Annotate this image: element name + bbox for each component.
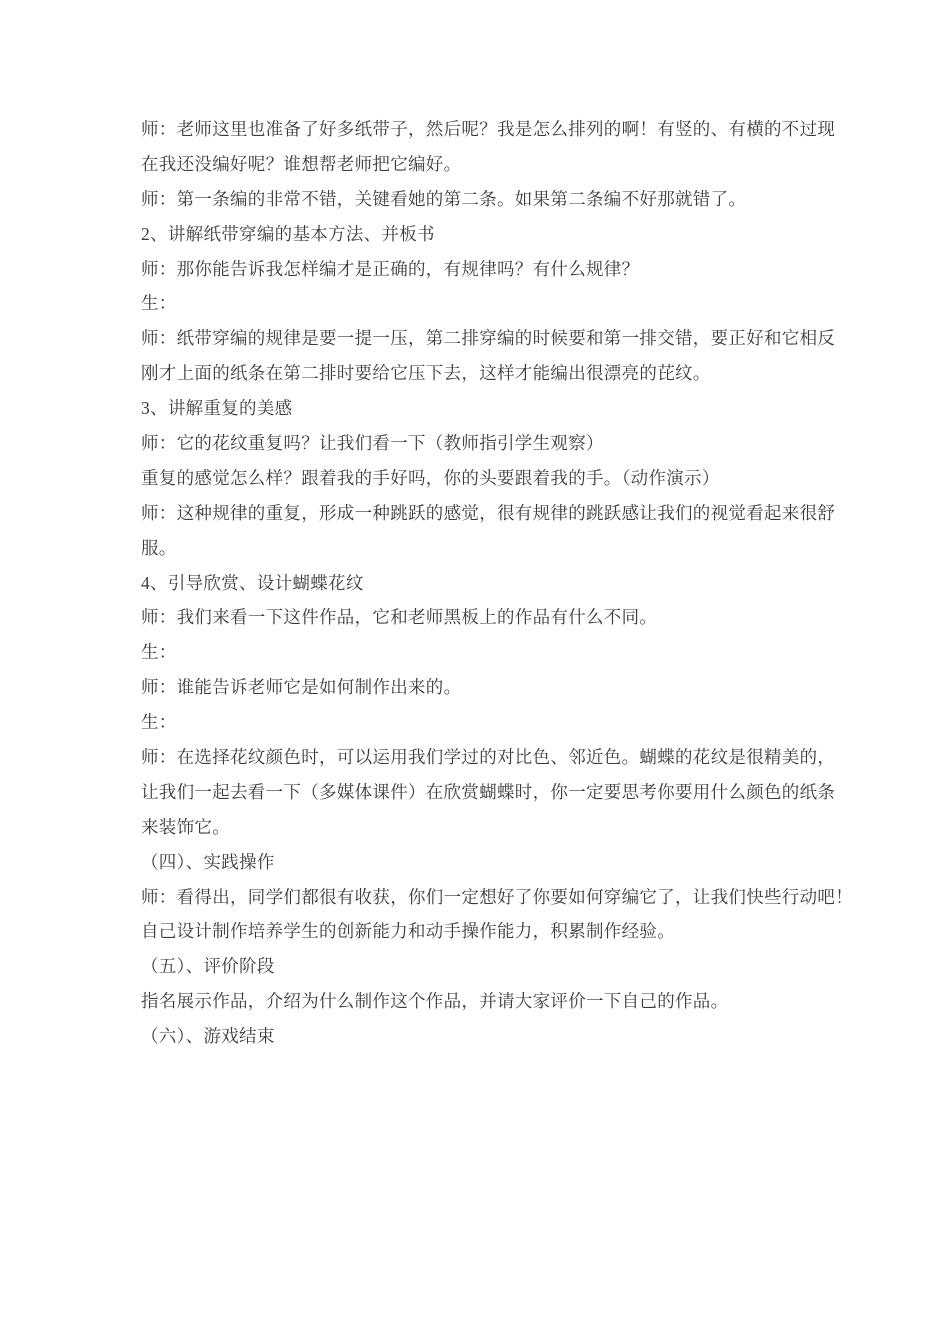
text-line: 生： bbox=[141, 293, 177, 314]
text-line: 生： bbox=[141, 712, 177, 733]
text-line: 师：它的花纹重复吗？让我们看一下（教师指引学生观察） bbox=[141, 433, 604, 454]
text-line: 3、讲解重复的美感 bbox=[141, 398, 293, 419]
text-line: 师：第一条编的非常不错，关键看她的第二条。如果第二条编不好那就错了。 bbox=[141, 188, 747, 209]
text-line: 在我还没编好呢？谁想帮老师把它编好。 bbox=[141, 153, 462, 174]
text-line: 指名展示作品，介绍为什么制作这个作品，并请大家评价一下自己的作品。 bbox=[141, 991, 729, 1012]
text-line: 师：纸带穿编的规律是要一提一压，第二排穿编的时候要和第一排交错，要正好和它相反 bbox=[141, 328, 836, 349]
text-line: 师：谁能告诉老师它是如何制作出来的。 bbox=[141, 677, 462, 698]
text-line: 师：看得出，同学们都很有收获，你们一定想好了你要如何穿编它了，让我们快些行动吧！ bbox=[141, 886, 853, 907]
document-body bbox=[141, 112, 853, 1054]
text-line: 让我们一起去看一下（多媒体课件）在欣赏蝴蝶时，你一定要思考你要用什么颜色的纸条 bbox=[141, 781, 836, 802]
text-line: 师：这种规律的重复，形成一种跳跃的感觉，很有规律的跳跃感让我们的视觉看起来很舒 bbox=[141, 502, 836, 523]
text-line: （四）、实践操作 bbox=[141, 851, 275, 872]
text-line: 自己设计制作培养学生的创新能力和动手操作能力，积累制作经验。 bbox=[141, 921, 675, 942]
text-line: 来装饰它。 bbox=[141, 816, 230, 837]
text-line: 师：那你能告诉我怎样编才是正确的，有规律吗？有什么规律？ bbox=[141, 258, 640, 279]
text-line: 生： bbox=[141, 642, 177, 663]
text-line: （五）、评价阶段 bbox=[141, 956, 275, 977]
text-line: 刚才上面的纸条在第二排时要给它压下去，这样才能编出很漂亮的芘纹。 bbox=[141, 363, 711, 384]
text-line: 师：在选择花纹颜色时，可以运用我们学过的对比色、邻近色。蝴蝶的花纹是很精美的， bbox=[141, 747, 836, 768]
text-line: 2、讲解纸带穿编的基本方法、并板书 bbox=[141, 223, 435, 244]
text-line: 服。 bbox=[141, 537, 177, 558]
text-line: 师：我们来看一下这件作品，它和老师黑板上的作品有什么不同。 bbox=[141, 607, 658, 628]
text-line: 师：老师这里也准备了好多纸带子，然后呢？我是怎么排列的啊！有竖的、有横的不过现 bbox=[141, 119, 836, 139]
text-line: 4、引导欣赏、设计蝴蝶花纹 bbox=[141, 572, 364, 593]
text-line: （六）、游戏结束 bbox=[141, 1026, 275, 1047]
text-line: 重复的感觉怎么样？跟着我的手好吗，你的头要跟着我的手。（动作演示） bbox=[141, 467, 720, 488]
